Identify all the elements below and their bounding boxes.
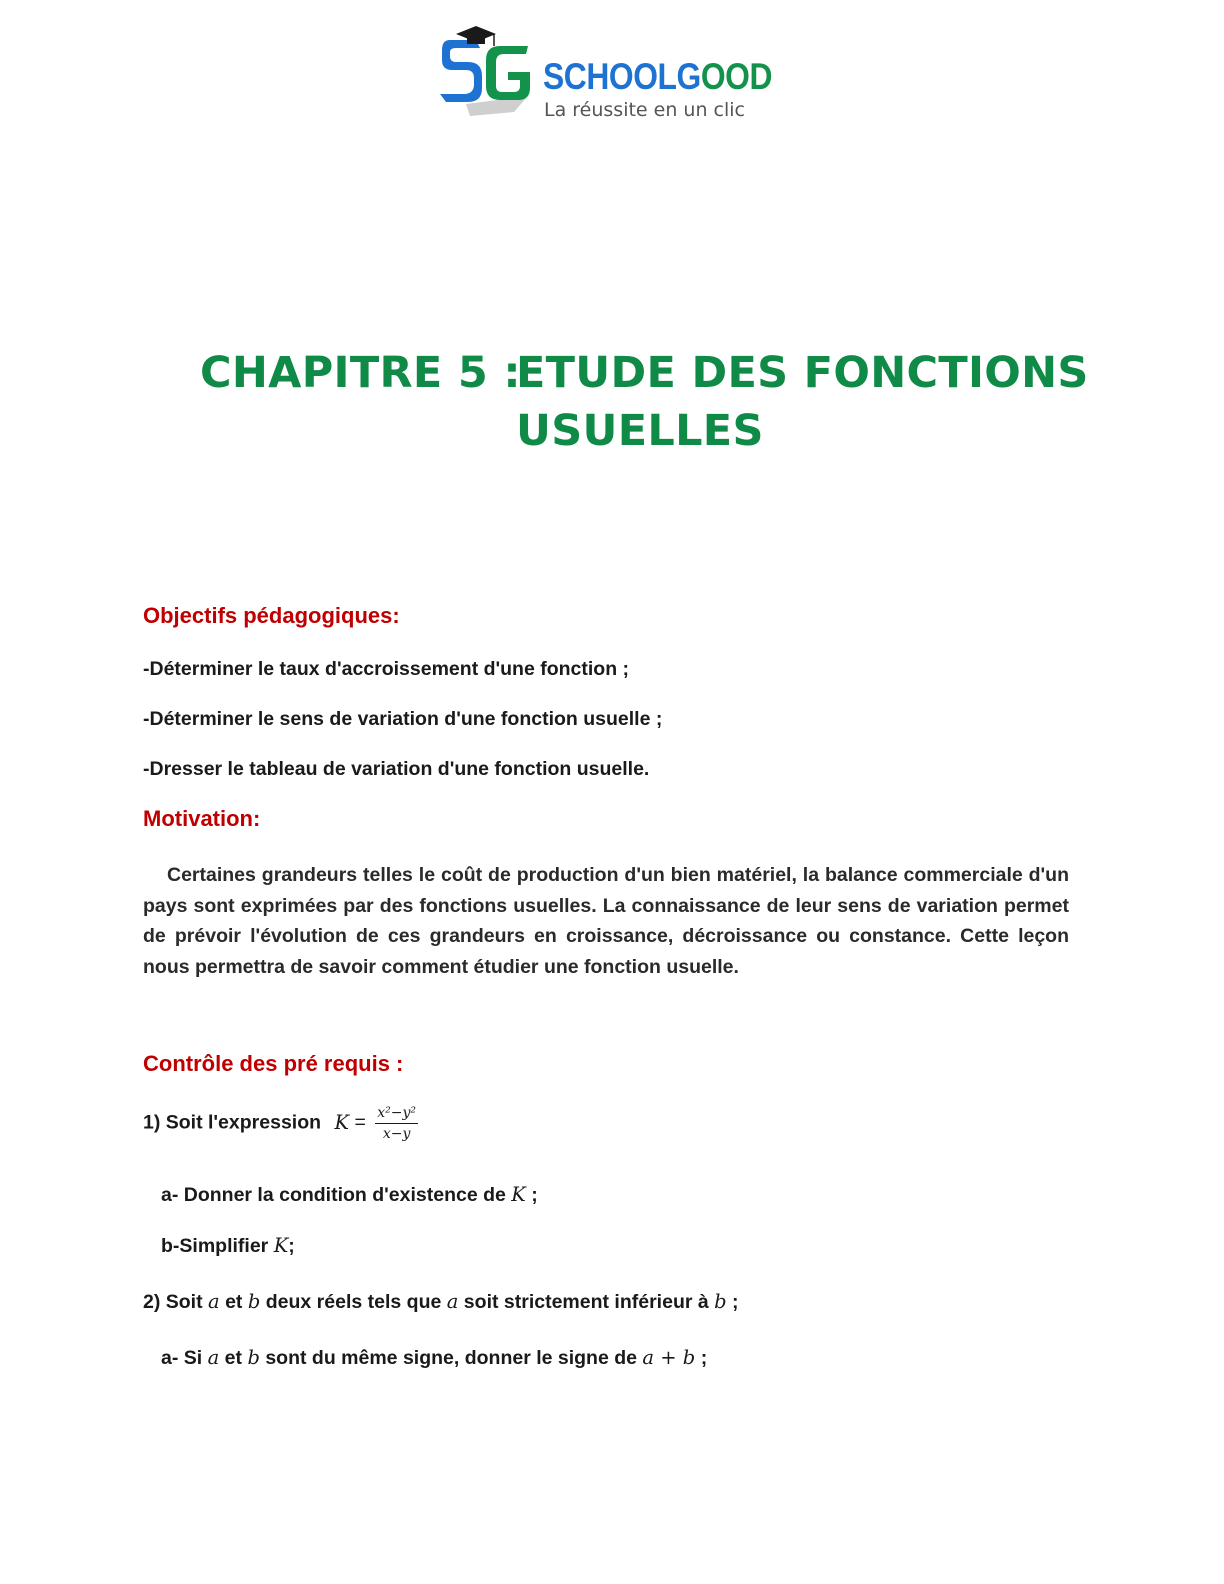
q2-text-2: et: [219, 1291, 248, 1313]
motivation-paragraph: Certaines grandeurs telles le coût de production d'un bien matériel, la balance commerciale d'un pays sont exprimées par des fonctions usuelles. La connaissance de leur sens de variation permet de prévoir l'évolution de ces grandeurs en croissance, décroissance ou constance. Cette leçon nous permettra de savoir comment étudier une fonction usuelle.: [143, 864, 1069, 978]
schoolgood-logo: [436, 24, 776, 121]
logo-wordmark: [543, 58, 772, 95]
q2-text-5: ;: [726, 1291, 739, 1313]
math-var-k: K: [511, 1183, 526, 1206]
math-sum-a-b: a + b: [642, 1346, 696, 1369]
logo-tagline: La réussite en un clic: [544, 99, 745, 121]
objective-item: -Dresser le tableau de variation d'une fonction usuelle.: [143, 758, 650, 780]
question-1: [143, 1104, 418, 1143]
question-1b: [161, 1234, 295, 1258]
question-2: [143, 1290, 739, 1314]
q2a-text-1: a- Si: [161, 1347, 208, 1369]
math-var-k: K: [334, 1110, 350, 1134]
question-1a-text: a- Donner la condition d'existence de: [161, 1184, 512, 1206]
math-var-a: a: [207, 1346, 220, 1369]
math-var-b: b: [247, 1346, 260, 1369]
objective-item: -Déterminer le sens de variation d'une fonction usuelle ;: [143, 708, 663, 730]
chapter-number: CHAPITRE 5 :: [200, 348, 521, 398]
question-1-prefix: 1) Soit l'expression: [143, 1111, 322, 1134]
question-1b-text: b-Simplifier: [161, 1235, 274, 1257]
objective-item: -Déterminer le taux d'accroissement d'une fonction ;: [143, 658, 630, 680]
question-1a: [161, 1183, 538, 1207]
chapter-title-line1: ETUDE DES FONCTIONS: [516, 348, 1089, 398]
prereq-heading: Contrôle des pré requis :: [143, 1051, 404, 1076]
objectives-heading: Objectifs pédagogiques:: [143, 603, 400, 628]
q2-text-1: 2) Soit: [143, 1291, 209, 1313]
logo-wordmark-blue: SCHOOLG: [543, 56, 701, 97]
fraction-denominator: x−y: [382, 1126, 411, 1142]
chapter-title: [516, 344, 1089, 460]
question-1b-end: ;: [288, 1235, 295, 1257]
chapter-title-line2: USUELLES: [516, 406, 764, 456]
fraction-k: [375, 1104, 418, 1143]
question-1a-end: ;: [525, 1184, 538, 1206]
sg-logo-icon: [436, 24, 536, 118]
equals-sign: =: [349, 1111, 372, 1134]
logo-wordmark-green: OOD: [700, 56, 773, 97]
math-var-a: a: [446, 1290, 459, 1313]
math-var-b: b: [714, 1290, 727, 1313]
math-var-b: b: [247, 1290, 261, 1313]
q2a-text-2: et: [219, 1347, 248, 1369]
q2-text-3: deux réels tels que: [260, 1291, 447, 1313]
math-var-a: a: [208, 1290, 220, 1313]
fraction-numerator: x²−y²: [375, 1104, 418, 1124]
math-var-k: K: [273, 1234, 289, 1257]
question-2a: [161, 1346, 707, 1370]
q2a-text-4: ;: [695, 1347, 708, 1369]
motivation-heading: Motivation:: [143, 806, 261, 831]
q2a-text-3: sont du même signe, donner le signe de: [259, 1347, 643, 1369]
q2-text-4: soit strictement inférieur à: [458, 1291, 715, 1313]
